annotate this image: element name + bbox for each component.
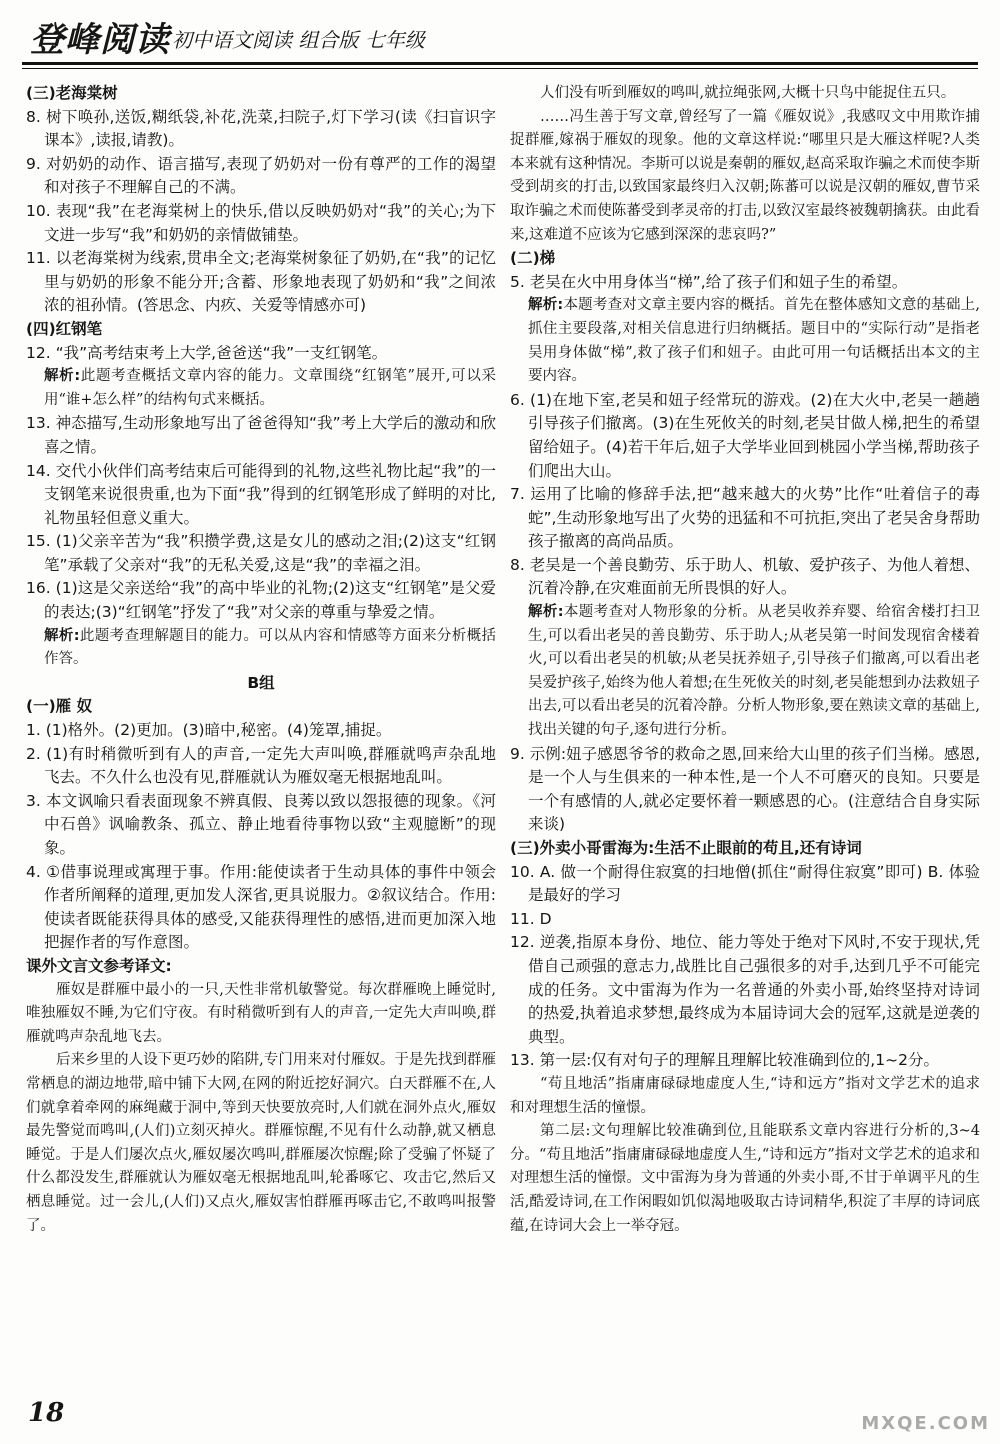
header-rule-thick — [22, 62, 978, 65]
analysis-note — [26, 365, 496, 412]
analysis-note — [26, 625, 496, 672]
section-title: (三)老海棠树 — [26, 84, 118, 102]
translation-paragraph: 人们没有听到雁奴的鸣叫,就拉绳张网,大概十只鸟中能捉住五只。 — [540, 85, 956, 101]
answer-item: 10. A. 做一个耐得住寂寞的扫地僧(抓住“耐得住寂寞”即可) B. 体验是最好的学习 — [510, 862, 980, 905]
answer-item: 12. 逆袭,指原本身份、地位、能力等处于绝对下风时,不安于现状,凭借自己顽强的意志力,战胜比自己强很多的对手,达到几乎不可能完成的任务。文中雷海为作为一名普通的外卖小哥,始终坚持对诗词的热爱,执着追求梦想,最终成为本届诗词大会的冠军,这就是逆袭的典型。 — [510, 933, 980, 1046]
analysis-text: 本题考查对人物形象的分析。从老吴收养弃婴、给宿舍楼打扫卫生,可以看出老吴的善良勤劳、乐于助人;从老吴第一时间发现宿舍楼着火,可以看出老吴的机敏;从老吴抚养妞子,引导孩子们撤离,可以看出老吴爱护孩子,始终为他人着想;在生死攸关的时刻,老吴能想到办法救妞子出去,可以看出老吴的沉着冷静。分析人物形象,要在熟读文章的基础上,找出关键的句子,逐句进行分析。 — [528, 604, 980, 739]
answer-item: 11. D — [510, 909, 552, 928]
page-number: 18 — [28, 1398, 65, 1428]
analysis-text: 本题考查对文章主要内容的概括。首先在整体感知文意的基础上,抓住主要段落,对相关信息进行归纳概括。题目中的“实际行动”是指老吴用身体做“梯”,救了孩子们和妞子。由此可用一句话概括出本文的主要内容。 — [528, 297, 980, 385]
analysis-label: 解析: — [528, 604, 564, 621]
answer-item: 15. (1)父亲辛苦为“我”积攒学费,这是女儿的感动之泪;(2)这支“红钢笔”承载了父亲对“我”的无私关爱,这是“我”的幸福之泪。 — [26, 532, 496, 574]
answer-item: 16. (1)这是父亲送给“我”的高中毕业的礼物;(2)这支“红钢笔”是父爱的表达;(3)“红钢笔”抒发了“我”对父亲的尊重与挚爱之情。 — [26, 579, 496, 622]
book-title: 初中语文阅读 组合版 七年级 — [172, 28, 425, 52]
right-column — [510, 82, 980, 1238]
left-column — [26, 82, 496, 1238]
watermark: MXQE.COM — [861, 1413, 990, 1434]
answer-item: 8. 树下唤孙,送饭,糊纸袋,补花,洗菜,扫院子,灯下学习(读《扫盲识字课本》,读报,请教)。 — [26, 107, 496, 150]
answer-item: 9. 示例:妞子感恩爷爷的救命之恩,回来给大山里的孩子们当梯。感恩,是一个人与生俱来的一种本性,是一个人不可磨灭的良知。只要是一个有感情的人,就必定要怀着一颗感恩的心。(注意结合自身实际来谈) — [510, 744, 980, 834]
section-title: (四)红钢笔 — [26, 319, 103, 338]
answer-item: 13. 神态描写,生动形象地写出了爸爸得知“我”考上大学后的激动和欣喜之情。 — [26, 414, 496, 456]
translation-paragraph: 后来乡里的人设下更巧妙的陷阱,专门用来对付雁奴。于是先找到群雁常栖息的湖边地带,暗中铺下大网,在网的附近挖好洞穴。白天群雁不在,人们就拿着牵网的麻绳藏于洞中,等到天快要放亮时,人们就在洞外点火,雁奴最先警觉而鸣叫,(人们)立刻灭掉火。群雁惊醒,不见有什么动静,就又栖息睡觉。于是人们屡次点火,雁奴屡次鸣叫,群雁屡次惊醒;除了受骗了怀疑了什么都没发生,群雁就认为雁奴毫无根据地乱叫,轮番啄它、攻击它,然后又栖息睡觉。过一会儿,(人们)又点火,雁奴害怕群雁再啄击它,不敢鸣叫报警了。 — [26, 1052, 496, 1234]
analysis-note — [510, 294, 980, 388]
answer-item: 10. 表现“我”在老海棠树上的快乐,借以反映奶奶对“我”的关心;为下文进一步写“我”和奶奶的亲情做铺垫。 — [26, 201, 496, 244]
answer-item: 14. 交代小伙伴们高考结束后可能得到的礼物,这些礼物比起“我”的一支钢笔来说很贵重,也为下面“我”得到的红钢笔形成了鲜明的对比,礼物虽轻但意义重大。 — [26, 461, 496, 527]
translation-paragraph: ……冯生善于写文章,曾经写了一篇《雁奴说》,我感叹文中用欺诈捕捉群雁,嫁祸于雁奴的现象。他的文章这样说:“哪里只是大雁这样呢?人类本来就有这种情况。李斯可以说是秦朝的雁奴,赵高采取诈骗之术而使李斯受到胡亥的打击,以致国家最终归入汉朝;陈蕃可以说是汉朝的雁奴,曹节采取诈骗之术而使陈蕃受到孝灵帝的打击,以致汉室最终被魏朝擒获。由此看来,这难道不应该为它感到深深的悲哀吗?” — [510, 108, 980, 243]
page-header — [22, 6, 978, 70]
section-title: (二)梯 — [510, 249, 556, 268]
group-heading: B组 — [247, 673, 275, 692]
answer-paragraph: 第二层:文句理解比较准确到位,且能联系文章内容进行分析的,3~4分。“苟且地活”指庸庸碌碌地虚度人生,“诗和远方”指对文学艺术的追求和对理想生活的憧憬。文中雷海为身为普通的外卖小哥,不甘于单调平凡的生活,酷爱诗词,在工作闲暇如饥似渴地吸取古诗词精华,积淀了丰厚的诗词底蕴,在诗词大会上一举夺冠。 — [510, 1123, 980, 1234]
translation-title: 课外文言文参考译文: — [26, 956, 172, 975]
answer-item: 5. 老吴在火中用身体当“梯”,给了孩子们和妞子生的希望。 — [510, 272, 908, 291]
section-title: (三)外卖小哥雷海为:生活不止眼前的苟且,还有诗词 — [510, 839, 862, 857]
analysis-note — [510, 601, 980, 743]
analysis-text: 此题考查理解题目的能力。可以从内容和情感等方面来分析概括作答。 — [44, 627, 496, 668]
section-title: (一)雁 奴 — [26, 697, 93, 716]
answer-item: 2. (1)有时稍微听到有人的声音,一定先大声叫唤,群雁就鸣声杂乱地飞去。不久什么也没有见,群雁就认为雁奴毫无根据地乱叫。 — [26, 744, 496, 787]
answer-item: 4. ①借事说理或寓理于事。作用:能使读者于生动具体的事件中领会作者所阐释的道理,更加发人深省,更具说服力。②叙议结合。作用:使读者既能获得具体的感受,又能获得理性的感悟,进而更加深入地把握作者的写作意图。 — [26, 862, 496, 952]
answer-item: 6. (1)在地下室,老吴和妞子经常玩的游戏。(2)在大火中,老吴一趟趟引导孩子们撤离。(3)在生死攸关的时刻,老吴甘做人梯,把生的希望留给妞子。(4)若干年后,妞子大学毕业回到桃园小学当梯,帮助孩子们爬出大山。 — [510, 390, 980, 480]
answer-item: 13. 第一层:仅有对句子的理解且理解比较准确到位的,1~2分。 — [510, 1051, 939, 1070]
answer-paragraph: “苟且地活”指庸庸碌碌地虚度人生,“诗和远方”指对文学艺术的追求和对理想生活的憧憬。 — [510, 1075, 980, 1116]
answer-item: 12. “我”高考结束考上大学,爸爸送“我”一支红钢笔。 — [26, 343, 388, 362]
analysis-label: 解析: — [44, 627, 80, 644]
analysis-label: 解析: — [44, 368, 81, 385]
series-logo: 登峰阅读 — [30, 20, 170, 60]
translation-paragraph: 雁奴是群雁中最小的一只,天性非常机敏警觉。每次群雁晚上睡觉时,唯独雁奴不睡,为它们守夜。有时稍微听到有人的声音,一定先大声叫唤,群雁就鸣声杂乱地飞去。 — [26, 981, 496, 1045]
analysis-text: 此题考查概括文章内容的能力。文章围绕“红钢笔”展开,可以采用“谁+怎么样”的结构句式来概括。 — [44, 368, 496, 408]
analysis-label: 解析: — [528, 297, 564, 314]
answer-item: 3. 本文讽喻只看表面现象不辨真假、良莠以致以怨报德的现象。《河中石兽》讽喻教条、孤立、静止地看待事物以致“主观臆断”的现象。 — [26, 791, 496, 857]
header-rule-thin — [22, 68, 978, 69]
answer-item: 11. 以老海棠树为线索,贯串全文;老海棠树象征了奶奶,在“我”的记忆里与奶奶的形象不能分开;含蓄、形象地表现了奶奶和“我”之间浓浓的祖孙情。(答思念、内疚、关爱等情感亦可) — [26, 249, 496, 315]
answer-item: 9. 对奶奶的动作、语言描写,表现了奶奶对一份有尊严的工作的渴望和对孩子不理解自己的不满。 — [26, 154, 496, 197]
answer-item: 8. 老吴是一个善良勤劳、乐于助人、机敏、爱护孩子、为他人着想、沉着冷静,在灾难面前无所畏惧的好人。 — [510, 555, 980, 598]
answer-item: 1. (1)格外。(2)更加。(3)暗中,秘密。(4)笼罩,捕捉。 — [26, 721, 392, 740]
answer-item: 7. 运用了比喻的修辞手法,把“越来越大的火势”比作“吐着信子的毒蛇”,生动形象地写出了火势的迅猛和不可抗拒,突出了老吴舍身帮助孩子撤离的高尚品质。 — [510, 485, 980, 551]
